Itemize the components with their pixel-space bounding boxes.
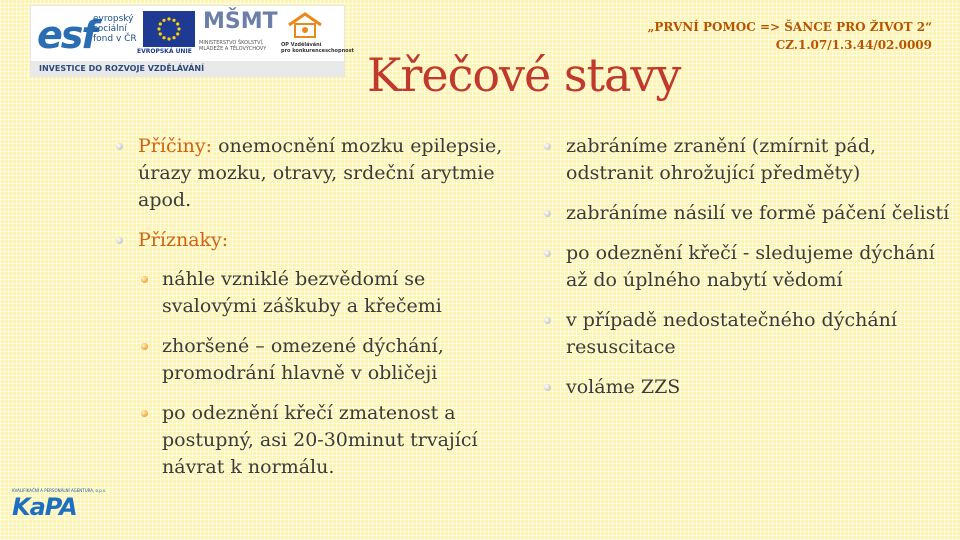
left-column — [116, 133, 516, 494]
eu-flag-icon — [143, 11, 195, 47]
esf-text: evropský sociální fond v ČR — [93, 14, 137, 44]
causes-label: Příčiny: — [138, 135, 213, 157]
symptom-item: náhle vzniklé bezvědomí se svalovými záškuby a křečemi — [138, 266, 516, 320]
right-column — [544, 133, 954, 414]
action-item: voláme ZZS — [544, 374, 954, 401]
kapa-caption: KVALIFIKAČNÍ A PERSONÁLNÍ AGENTURA, o.p.s. — [12, 488, 107, 493]
msmt-label: MINISTERSTVO ŠKOLSTVÍ, MLÁDEŽE A TĚLOVÝCHOVY — [199, 40, 267, 52]
esf-mark: esf — [37, 13, 96, 57]
kapa-logo — [12, 488, 107, 522]
funding-logo-bar — [30, 5, 354, 77]
kapa-mark: KaPA — [12, 493, 77, 521]
project-info — [647, 18, 932, 54]
project-name: „PRVNÍ POMOC => ŠANCE PRO ŽIVOT 2“ — [647, 20, 932, 34]
symptoms-list — [138, 266, 516, 481]
action-item: zabráníme zranění (zmírnit pád, odstranit ohrožující předměty) — [544, 133, 954, 187]
symptom-item: zhoršené – omezené dýchání, promodrání hlavně v obličeji — [138, 333, 516, 387]
slide-title: Křečové stavy — [367, 48, 681, 102]
msmt-logo: MŠMT — [203, 9, 278, 34]
op-logo-icon — [285, 10, 325, 40]
eu-label: EVROPSKÁ UNIE — [137, 48, 192, 55]
action-item: po odeznění křečí - sledujeme dýchání až do úplného nabytí vědomí — [544, 240, 954, 294]
project-code: CZ.1.07/1.3.44/02.0009 — [775, 38, 932, 52]
causes-text: onemocnění mozku epilepsie, úrazy mozku, otravy, srdeční arytmie apod. — [138, 135, 503, 211]
action-item: zabráníme násilí ve formě páčení čelistí — [544, 200, 954, 227]
esf-logo — [37, 11, 137, 55]
action-item: v případě nedostatečného dýchání resuscitace — [544, 307, 954, 361]
causes-item — [116, 133, 516, 214]
symptoms-item — [116, 227, 516, 481]
symptoms-label: Příznaky: — [138, 229, 229, 251]
symptom-item: po odeznění křečí zmatenost a postupný, asi 20-30minut trvající návrat k normálu. — [138, 400, 516, 481]
op-label: OP Vzdělávání pro konkurenceschopnost — [281, 42, 354, 54]
invest-banner: INVESTICE DO ROZVOJE VZDĚLÁVÁNÍ — [31, 61, 344, 76]
